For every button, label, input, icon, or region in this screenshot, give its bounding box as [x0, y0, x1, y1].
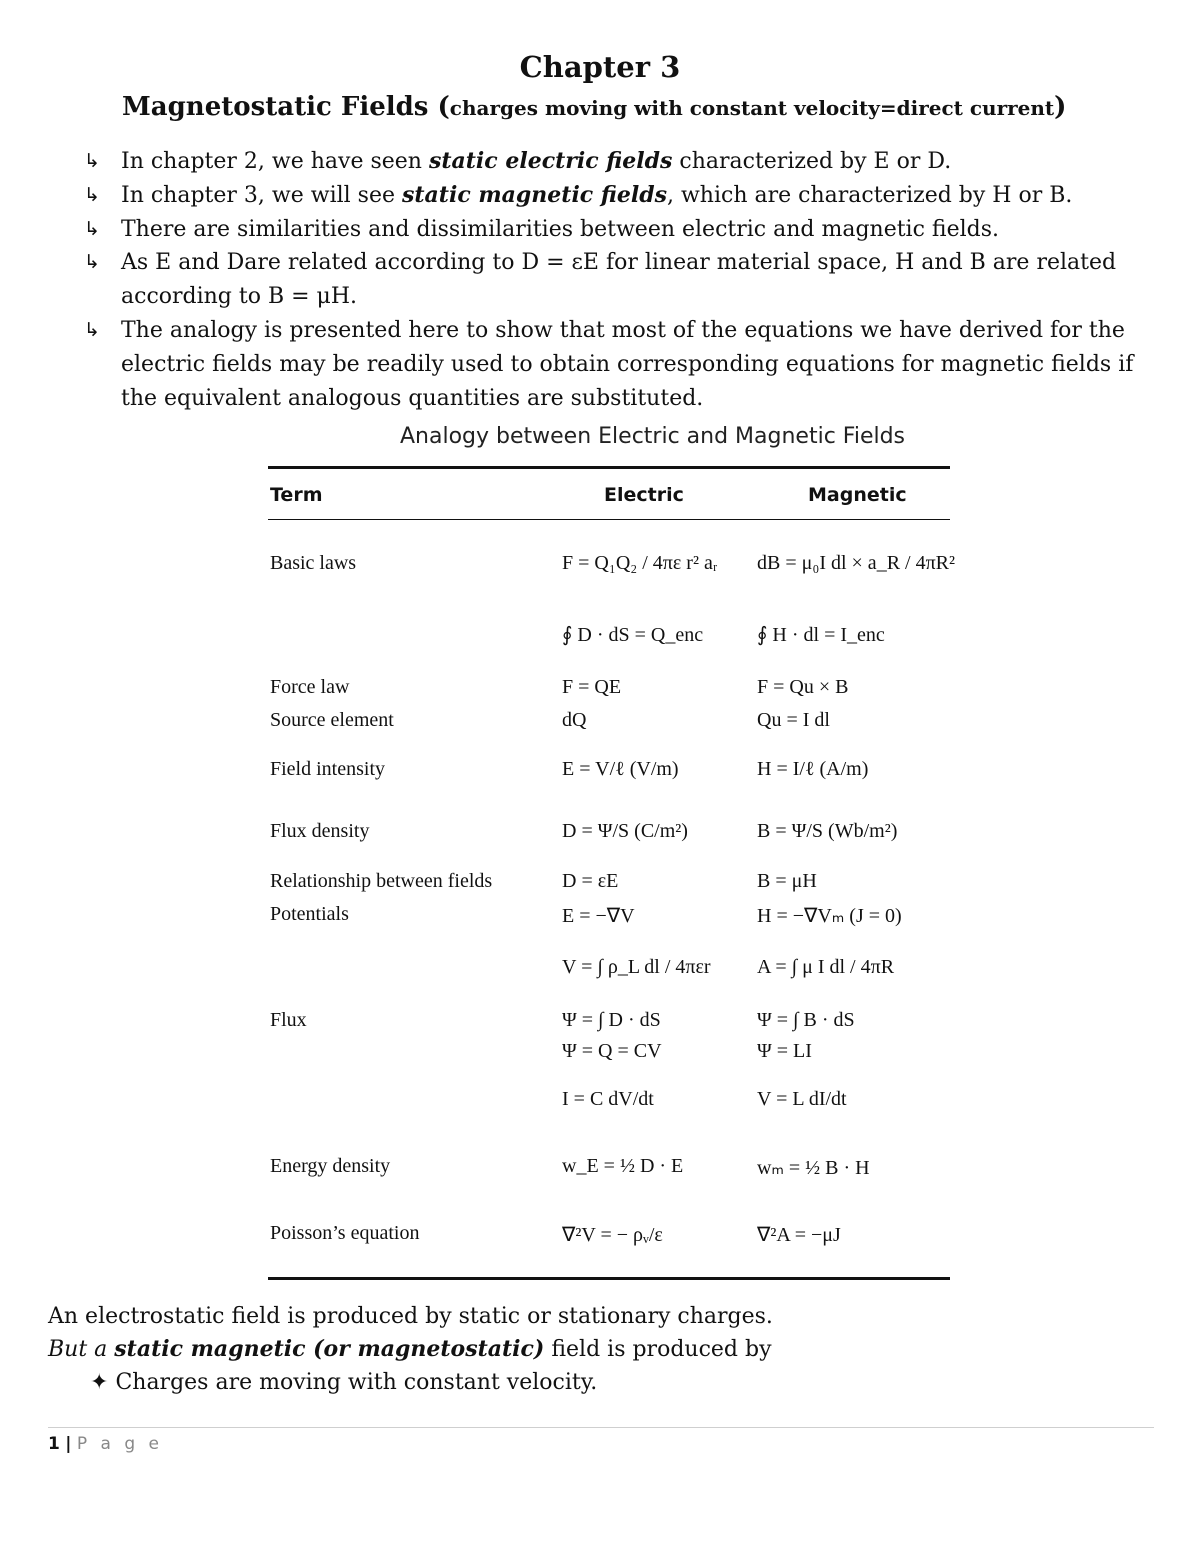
table-cell-electric: Ψ = ∫ D · dS [562, 1009, 661, 1031]
page-number: 1 [48, 1434, 60, 1454]
list-item: ✦ Charges are moving with constant velocity. [90, 1370, 598, 1395]
table-cell-magnetic: B = Ψ/S (Wb/m²) [757, 820, 898, 842]
table-cell-magnetic: B = μH [757, 870, 817, 892]
table-cell-term: Basic laws [270, 552, 357, 574]
table-cell-electric: Ψ = Q = CV [562, 1040, 662, 1062]
curved-arrow-icon: ↳ [84, 217, 100, 240]
table-cell-magnetic: V = L dI/dt [757, 1088, 847, 1110]
table-bottom-rule [268, 1277, 950, 1280]
chapter-title: Chapter 3 [519, 50, 681, 84]
curved-arrow-icon: ↳ [84, 150, 100, 172]
list-item: ↳ There are similarities and dissimilarities between electric and magnetic fields. [84, 213, 1164, 247]
list-item: ↳ In chapter 3, we will see static magnetic fields, which are characterized by H or B. [84, 179, 1164, 213]
table-top-rule [268, 466, 950, 469]
table-cell-magnetic: ∮ H · dl = I_enc [757, 624, 885, 646]
table-cell-electric: F = Q₁Q₂ / 4πε r² aᵣ [562, 552, 718, 574]
table-caption: Analogy between Electric and Magnetic Fields [400, 424, 906, 449]
list-item: ↳ The analogy is presented here to show that most of the equations we have derived for the electric fields may be readily used to obtain corresponding equations for magnetic fields if the equivalent analogous quantities are substituted. [84, 314, 1164, 415]
page-label: P a g e [76, 1434, 164, 1454]
table-cell-magnetic: ∇²A = −μJ [757, 1224, 841, 1246]
table-cell-term: Force law [270, 676, 350, 698]
curved-arrow-icon: ↳ [84, 318, 100, 341]
table-cell-magnetic: dB = μ₀I dl × a_R / 4πR² [757, 552, 956, 574]
table-cell-electric: I = C dV/dt [562, 1088, 654, 1110]
table-cell-term: Potentials [270, 903, 349, 925]
section-title-main: Magnetostatic Fields ( [122, 92, 450, 122]
table-cell-magnetic: F = Qu × B [757, 676, 849, 698]
table-cell-magnetic: Qu = I dl [757, 709, 830, 731]
table-cell-term: Source element [270, 709, 394, 731]
intro-bullet-list [84, 145, 1164, 415]
column-header-term: Term [270, 484, 323, 506]
curved-arrow-icon: ↳ [84, 251, 100, 274]
table-cell-electric: dQ [562, 709, 587, 731]
table-cell-magnetic: Ψ = LI [757, 1040, 812, 1062]
column-header-magnetic: Magnetic [808, 484, 907, 506]
table-cell-electric: D = εE [562, 870, 619, 892]
paragraph: An electrostatic field is produced by static or stationary charges. [48, 1304, 773, 1329]
table-cell-term: Flux [270, 1009, 307, 1031]
table-cell-magnetic: H = −∇Vₘ (J = 0) [757, 905, 902, 927]
section-title-close: ) [1054, 92, 1067, 122]
table-cell-magnetic: H = I/ℓ (A/m) [757, 758, 869, 780]
table-cell-electric: w_E = ½ D · E [562, 1155, 684, 1177]
table-cell-electric: D = Ψ/S (C/m²) [562, 820, 688, 842]
table-cell-term: Flux density [270, 820, 370, 842]
table-cell-electric: F = QE [562, 676, 622, 698]
star-bullet-icon: ✦ [90, 1370, 109, 1395]
section-title-paren: charges moving with constant velocity=direct current [449, 96, 1055, 120]
list-item: ↳ In chapter 2, we have seen static electric fields characterized by E or D. [84, 145, 1164, 179]
table-cell-electric: ∮ D · dS = Q_enc [562, 624, 704, 646]
table-cell-electric: E = V/ℓ (V/m) [562, 758, 679, 780]
table-cell-magnetic: Ψ = ∫ B · dS [757, 1009, 855, 1031]
table-cell-electric: ∇²V = − ρᵥ/ε [562, 1224, 663, 1246]
table-header-rule [268, 519, 950, 520]
footer-divider [48, 1427, 1154, 1428]
table-cell-term: Poisson’s equation [270, 1222, 420, 1244]
table-cell-term: Relationship between fields [270, 870, 493, 892]
page-footer [48, 1434, 163, 1454]
table-cell-magnetic: A = ∫ μ I dl / 4πR [757, 956, 895, 978]
table-cell-electric: E = −∇V [562, 905, 635, 927]
column-header-electric: Electric [604, 484, 684, 506]
section-title [122, 92, 1122, 122]
table-cell-term: Energy density [270, 1155, 391, 1177]
paragraph: But a static magnetic (or magnetostatic) field is produced by [48, 1336, 772, 1362]
curved-arrow-icon: ↳ [84, 183, 100, 206]
table-cell-magnetic: wₘ = ½ B · H [757, 1157, 870, 1179]
list-item: ↳ As E and Dare related according to D = εE for linear material space, H and B are related according to B = μH. [84, 246, 1164, 314]
footer-separator: | [65, 1434, 72, 1454]
table-cell-term: Field intensity [270, 758, 385, 780]
table-cell-electric: V = ∫ ρ_L dl / 4πεr [562, 956, 711, 978]
